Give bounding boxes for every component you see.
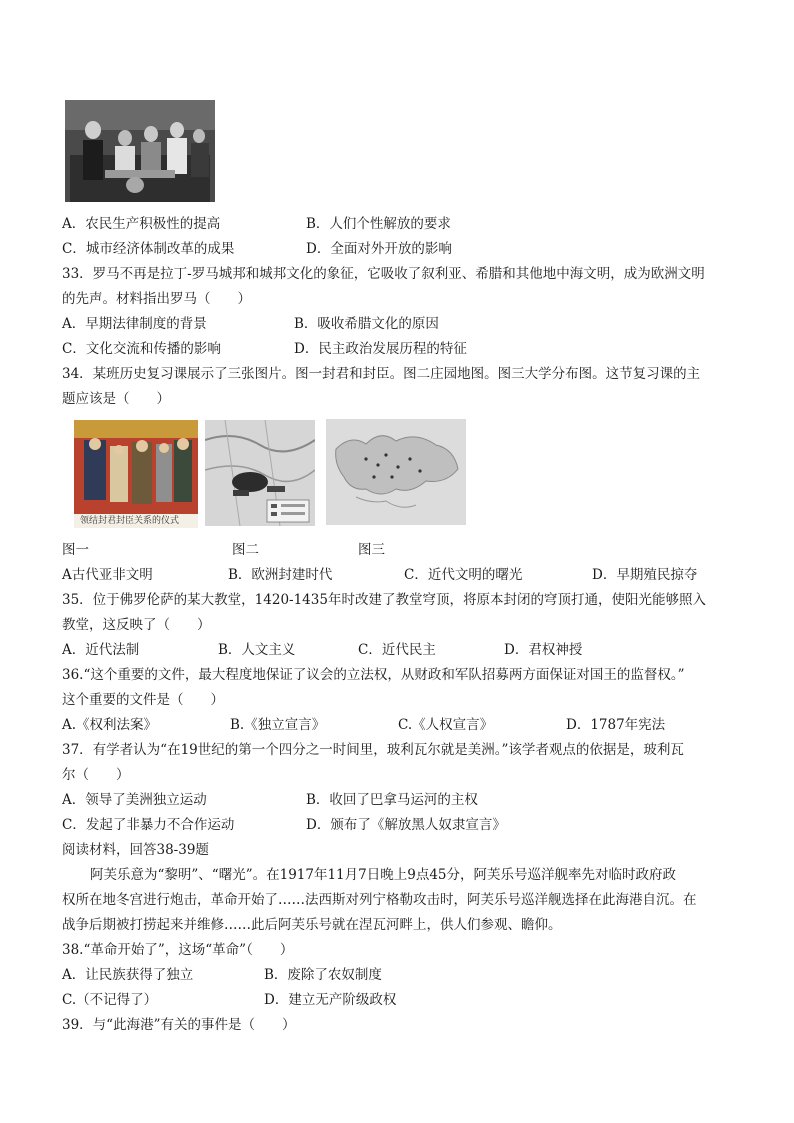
- q34-stem-line1: 34．某班历史复习课展示了三张图片。图一封君和封臣。图二庄园地图。图三大学分布图。这节复习课的主: [62, 366, 701, 382]
- q36-stem-line1: 36.“这个重要的文件，最大程度地保证了议会的立法权，从财政和军队招募两方面保证对国王的监督权。”: [62, 667, 685, 683]
- q33-stem-line1: 33．罗马不再是拉丁-罗马城邦和城邦文化的象征，它吸收了叙利亚、希腊和其他地中海文明，成为欧洲文明: [62, 266, 705, 282]
- figure-2-drawing: [205, 420, 315, 526]
- q33-option-c: C．文化交流和传播的影响: [62, 341, 221, 357]
- q34-stem-line2: 题应该是（ ）: [62, 391, 170, 407]
- q36-option-d: D．1787年宪法: [566, 717, 666, 733]
- classroom-photo: [65, 100, 215, 202]
- figure-3-drawing: [326, 419, 466, 525]
- q37-stem-line1: 37．有学者认为“在19世纪的第一个四分之一时间里，玻利瓦尔就是美洲。”该学者观点的依据是，玻利瓦: [62, 742, 684, 758]
- q33-option-d: D．民主政治发展历程的特征: [294, 341, 467, 357]
- q37-option-b: B．收回了巴拿马运河的主权: [306, 792, 478, 808]
- q36-option-b: B.《独立宣言》: [230, 717, 326, 733]
- figure-3-university-map: [326, 419, 466, 525]
- q37-option-a: A．领导了美洲独立运动: [62, 792, 207, 808]
- q35-option-d: D．君权神授: [504, 642, 583, 658]
- q36-stem-line2: 这个重要的文件是（ ）: [62, 692, 224, 708]
- q32-option-b: B．人们个性解放的要求: [306, 216, 451, 232]
- q38-option-b: B．废除了农奴制度: [264, 967, 382, 983]
- q33-stem-line2: 的先声。材料指出罗马（ ）: [62, 291, 251, 307]
- q35-stem-line1: 35．位于佛罗伦萨的某大教堂，1420-1435年时改建了教堂穹顶，将原本封闭的穹顶打通，使阳光能够照入: [62, 592, 706, 608]
- q32-option-c: C．城市经济体制改革的成果: [62, 241, 235, 257]
- figure-1-feudal-ceremony: [74, 420, 198, 528]
- q36-option-c: C.《人权宣言》: [398, 717, 494, 733]
- q35-option-c: C．近代民主: [358, 642, 436, 658]
- figure-caption-1: 图一: [62, 542, 89, 558]
- q34-option-a: A古代亚非文明: [62, 567, 153, 583]
- q38-option-c: C.（不记得了）: [62, 992, 158, 1008]
- q32-option-d: D．全面对外开放的影响: [306, 241, 452, 257]
- q37-option-d: D．颁布了《解放黑人奴隶宣言》: [306, 817, 506, 833]
- q32-option-a: A．农民生产积极性的提高: [62, 216, 221, 232]
- figure-caption-3: 图三: [358, 542, 385, 558]
- q34-option-b: B．欧洲封建时代: [228, 567, 333, 583]
- figure-2-manor-map: [205, 420, 315, 526]
- reading-paragraph-line1: 阿芙乐意为“黎明”、“曙光”。在1917年11月7日晚上9点45分，阿芙乐号巡洋舰率先对临时政府政: [90, 867, 676, 883]
- q38-option-a: A．让民族获得了独立: [62, 967, 194, 983]
- figure-1-drawing: [74, 420, 198, 528]
- q37-option-c: C．发起了非暴力不合作运动: [62, 817, 235, 833]
- reading-paragraph-line3: 战争后期被打捞起来并维修……此后阿芙乐号就在涅瓦河畔上，供人们参观、瞻仰。: [62, 917, 562, 933]
- q35-stem-line2: 教堂，这反映了（ ）: [62, 617, 211, 633]
- q33-option-a: A．早期法律制度的背景: [62, 316, 207, 332]
- q34-option-d: D．早期殖民掠夺: [592, 567, 698, 583]
- figure-caption-2: 图二: [232, 542, 259, 558]
- reading-intro: 阅读材料，回答38-39题: [62, 842, 209, 858]
- q35-option-b: B．人文主义: [218, 642, 296, 658]
- classroom-photo-drawing: [65, 100, 215, 202]
- q38-option-d: D．建立无产阶级政权: [264, 992, 397, 1008]
- q34-option-c: C．近代文明的曙光: [404, 567, 523, 583]
- q33-option-b: B．吸收希腊文化的原因: [294, 316, 439, 332]
- q38-stem: 38.“革命开始了”，这场“革命”（ ）: [62, 942, 294, 958]
- reading-paragraph-line2: 权所在地冬宫进行炮击，革命开始了……法西斯对列宁格勒攻击时，阿芙乐号巡洋舰选择在此海港自沉。在: [62, 892, 697, 908]
- q39-stem: 39．与“此海港”有关的事件是（ ）: [62, 1017, 296, 1033]
- q36-option-a: A.《权利法案》: [62, 717, 158, 733]
- q37-stem-line2: 尔（ ）: [62, 767, 130, 783]
- q35-option-a: A．近代法制: [62, 642, 140, 658]
- figure-1-inner-caption: 领结封君封臣关系的仪式: [80, 516, 180, 526]
